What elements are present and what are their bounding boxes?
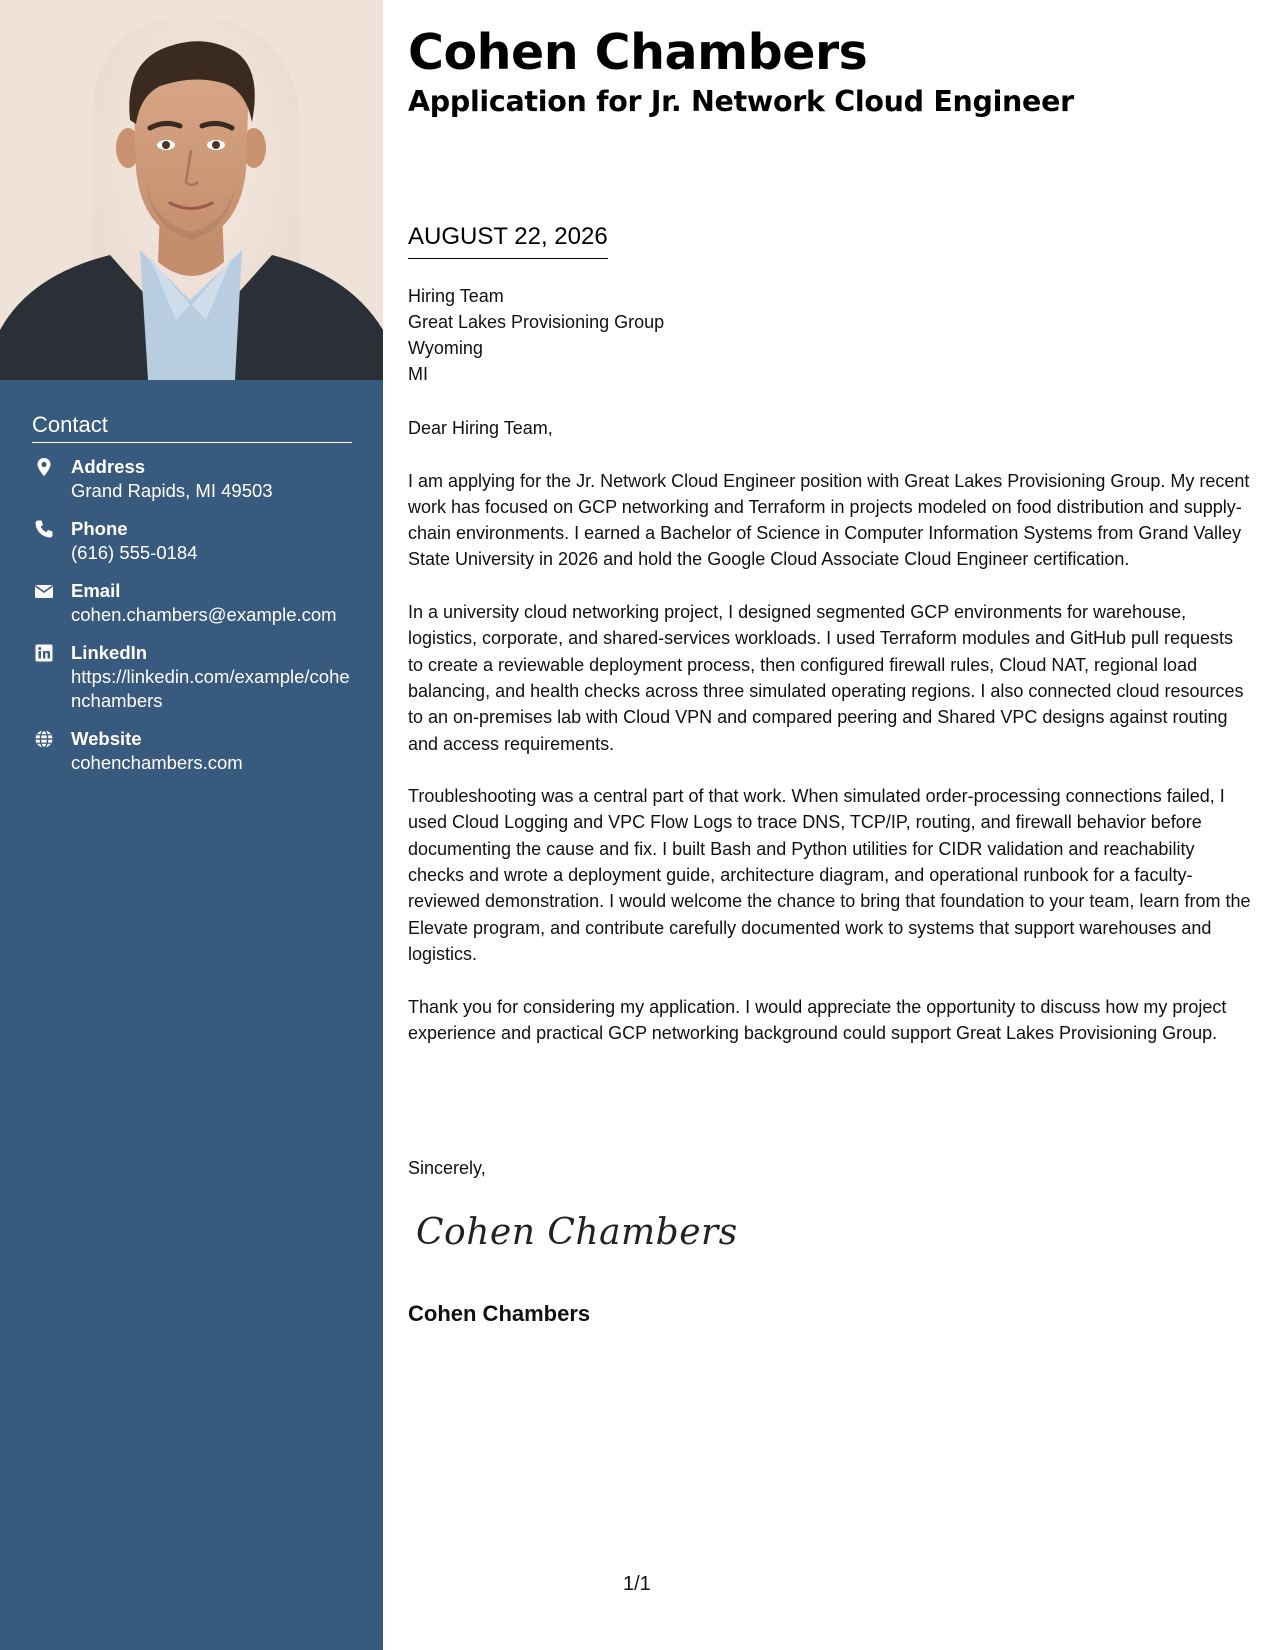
contact-address [32,455,352,503]
contact-phone [32,517,352,565]
profile-photo [0,0,383,380]
portrait-illustration [0,0,383,380]
email-label: Email [71,580,121,601]
page-number: 1/1 [623,1573,651,1595]
linkedin-icon [34,643,54,663]
body-paragraph: Troubleshooting was a central part of that work. When simulated order-processing connections failed, I used Cloud Logging and VPC Flow Logs to trace DNS, TCP/IP, routing, and firewall behavior before documenting the cause and fix. I built Bash and Python utilities for CIDR validation and reachability checks and wrote a deployment guide, architecture diagram, and operational runbook for a faculty-reviewed demonstration. I would welcome the chance to bring that foundation to your team, learn from the Elevate program, and contribute carefully documented work to systems that support warehouses and logistics. [408,786,1251,964]
contact-website [32,727,352,775]
application-title: Application for Jr. Network Cloud Engineer [408,85,1074,118]
letter-body [408,415,1253,1072]
envelope-icon [34,581,54,601]
recipient-line: Hiring Team [408,286,504,306]
address-label: Address [71,456,146,477]
phone-label: Phone [71,518,128,539]
letter-date: AUGUST 22, 2026 [408,222,608,259]
address-value: Grand Rapids, MI 49503 [71,480,273,501]
website-link[interactable]: cohenchambers.com [71,752,243,773]
linkedin-link[interactable]: https://linkedin.com/example/cohenchambers [71,666,350,711]
handwritten-signature: Cohen Chambers [416,1212,738,1253]
recipient-block [408,283,664,387]
phone-icon [34,519,54,539]
contact-linkedin [32,641,352,713]
body-paragraph: Thank you for considering my application. I would appreciate the opportunity to discuss how my project experience and practical GCP networking background could support Great Lakes Provisioning Group. [408,996,1227,1043]
sidebar [0,0,383,1650]
location-pin-icon [34,457,54,477]
recipient-line: MI [408,364,428,384]
applicant-name: Cohen Chambers [408,24,868,81]
contact-section [32,412,352,789]
email-link[interactable]: cohen.chambers@example.com [71,604,337,625]
recipient-line: Great Lakes Provisioning Group [408,312,665,332]
body-paragraph: In a university cloud networking project, I designed segmented GCP environments for warehouse, logistics, corporate, and shared-services workloads. I used Terraform modules and GitHub pull requests to create a reviewable deployment process, then configured firewall rules, Cloud NAT, regional load balancing, and health checks across three simulated operating regions. I also connected cloud resources to an on-premises lab with Cloud VPN and compared peering and Shared VPC designs against routing and access requirements. [408,602,1244,754]
linkedin-label: LinkedIn [71,642,148,663]
website-label: Website [71,728,142,749]
signed-name: Cohen Chambers [408,1301,591,1326]
salutation: Dear Hiring Team, [408,418,553,438]
contact-heading: Contact [32,412,352,443]
closing: Sincerely, [408,1158,486,1178]
globe-icon [34,729,54,749]
recipient-line: Wyoming [408,338,483,358]
phone-value: (616) 555-0184 [71,542,198,563]
body-paragraph: I am applying for the Jr. Network Cloud Engineer position with Great Lakes Provisioning Group. My recent work has focused on GCP networking and Terraform in projects modeled on food distribution and supply-chain environments. I earned a Bachelor of Science in Computer Information Systems from Grand Valley State University in 2026 and hold the Google Cloud Associate Cloud Engineer certification. [408,470,1250,570]
contact-email [32,579,352,627]
